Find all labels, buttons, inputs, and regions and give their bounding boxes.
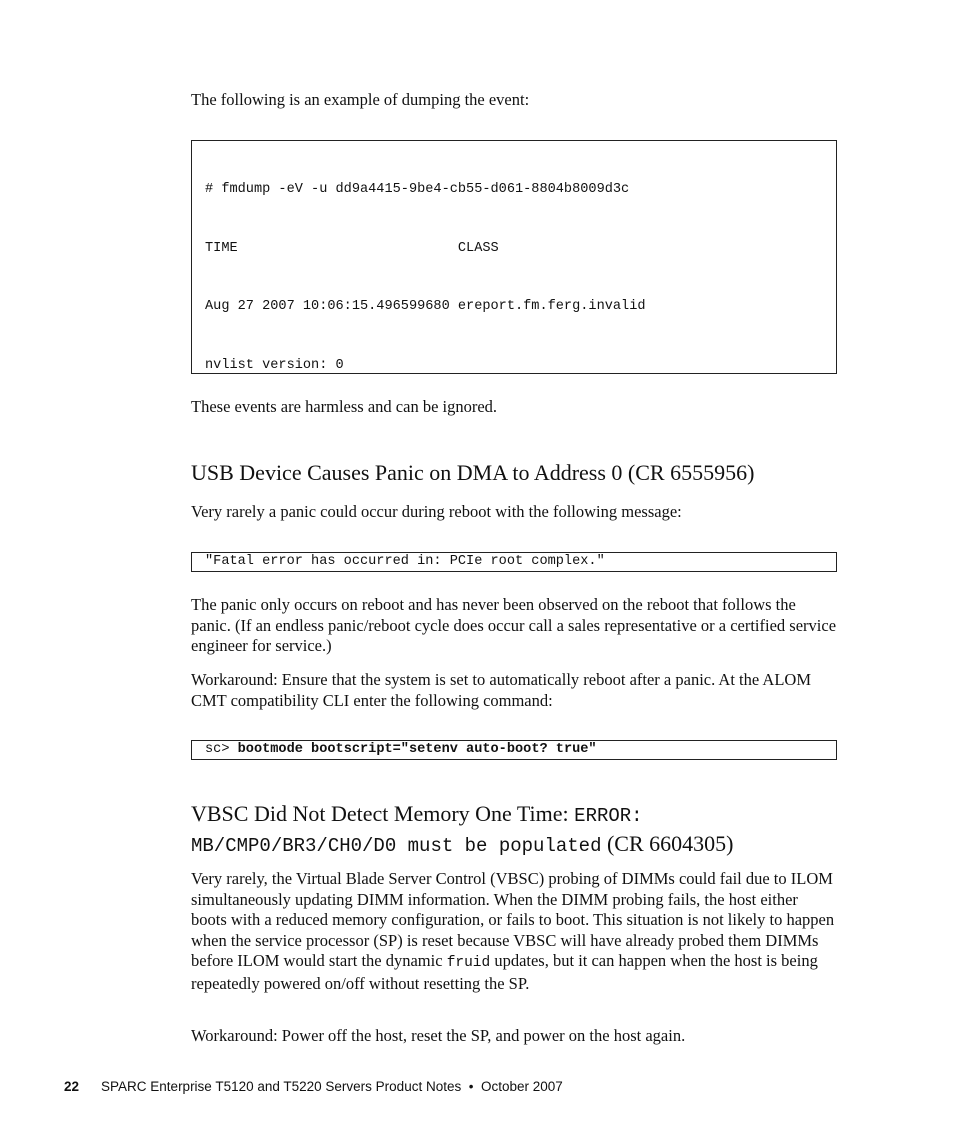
code-line: nvlist version: 0	[205, 357, 344, 373]
section-heading-vbsc	[191, 800, 851, 860]
usb-panic-intro: Very rarely a panic could occur during reboot with the following message:	[191, 502, 682, 521]
panic-message-text: "Fatal error has occurred in: PCIe root complex."	[205, 554, 605, 569]
code-line: Aug 27 2007 10:06:15.496599680 ereport.fm.ferg.invalid	[205, 299, 646, 314]
heading-text: VBSC Did Not Detect Memory One Time:	[191, 801, 575, 826]
bootmode-command-code	[191, 740, 837, 760]
body-text: updates, but it can happen when the host is being repeatedly powered on/off without resetting the SP.	[191, 951, 818, 993]
panic-explanation: The panic only occurs on reboot and has never been observed on the reboot that follows the panic. (If an endless panic/reboot cycle does occur call a sales representative or a certified service engineer for service.)	[191, 595, 837, 655]
vbsc-body-paragraph	[191, 869, 837, 994]
panic-message-code	[191, 552, 837, 572]
heading-code: MB/CMP0/BR3/CH0/D0 must be populated	[191, 835, 602, 857]
command-text: bootmode bootscript="setenv auto-boot? true"	[237, 742, 597, 757]
body-text: Very rarely, the Virtual Blade Server Control (VBSC) probing of DIMMs could fail due to ILOM simultaneously updating DIMM information. When the DIMM probing fails, the host either boots with a reduced memory configuration, or fails to boot. This situation is not likely to happen when the service processor (SP) is reset because VBSC will have already probed them DIMMs before ILOM would start the dynamic	[191, 869, 835, 970]
heading-text: (CR 6604305)	[601, 831, 734, 856]
command-prompt: sc>	[205, 742, 238, 757]
code-line: # fmdump -eV -u dd9a4415-9be4-cb55-d061-8804b8009d3c	[205, 182, 630, 197]
usb-panic-workaround: Workaround: Ensure that the system is set to automatically reboot after a panic. At the ALOM CMT compatibility CLI enter the following command:	[191, 670, 812, 710]
footer-doc-title: SPARC Enterprise T5120 and T5220 Servers Product Notes	[101, 1079, 462, 1094]
harmless-paragraph: These events are harmless and can be ignored.	[191, 397, 498, 416]
section-heading-usb-panic: USB Device Causes Panic on DMA to Address 0 (CR 6555956)	[191, 460, 755, 485]
footer-date: October 2007	[481, 1079, 563, 1094]
fruid-inline-code: fruid	[446, 955, 491, 971]
page-footer	[64, 1078, 563, 1096]
code-line: TIME CLASS	[205, 240, 499, 256]
footer-separator: •	[468, 1079, 474, 1094]
page-number: 22	[64, 1079, 80, 1094]
fmdump-code-block	[191, 140, 837, 374]
intro-paragraph: The following is an example of dumping the event:	[191, 90, 530, 109]
vbsc-workaround: Workaround: Power off the host, reset the SP, and power on the host again.	[191, 1026, 686, 1045]
heading-code: ERROR:	[574, 805, 643, 827]
